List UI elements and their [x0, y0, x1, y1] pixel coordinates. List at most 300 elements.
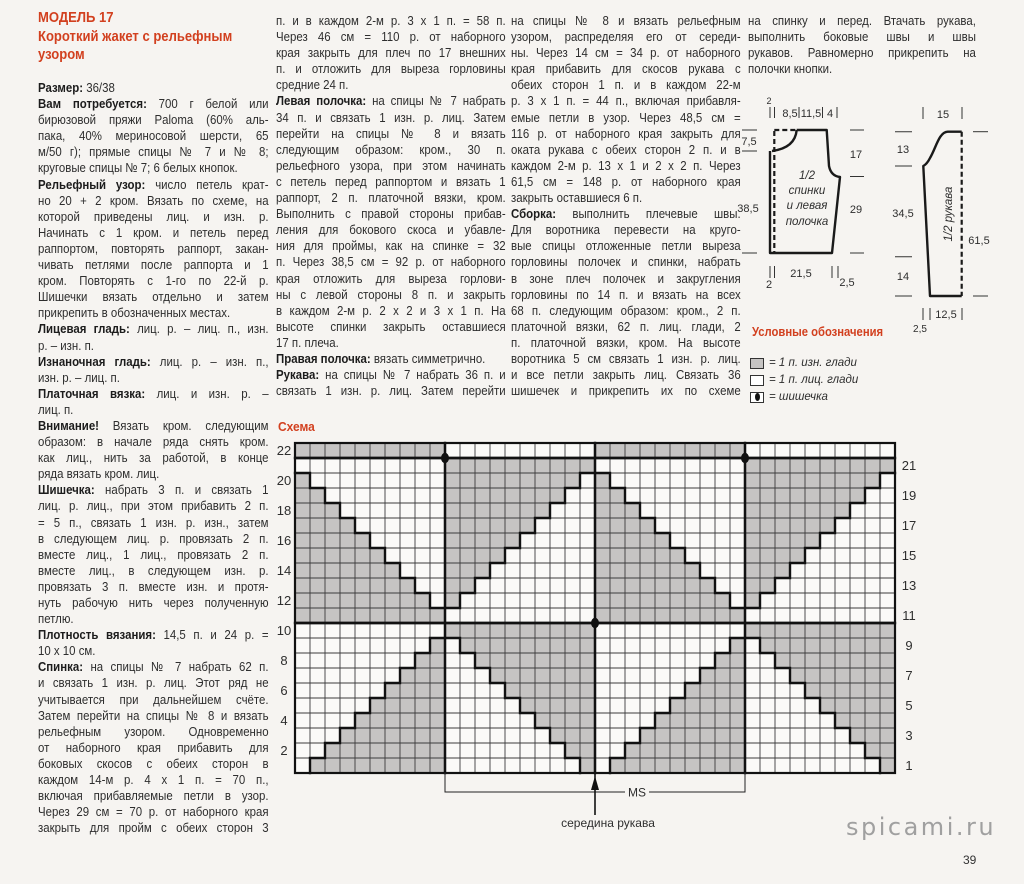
chart-cell-purl — [775, 488, 790, 503]
chart-cell-purl — [730, 668, 745, 683]
chart-cell-purl — [550, 683, 565, 698]
chart-cell-knit — [685, 518, 700, 533]
chart-cell-knit — [355, 683, 370, 698]
chart-cell-purl — [505, 653, 520, 668]
chart-cell-knit — [490, 683, 505, 698]
chart-cell-purl — [535, 503, 550, 518]
chart-cell-knit — [595, 668, 610, 683]
chart-cell-knit — [820, 743, 835, 758]
chart-cell-knit — [850, 443, 865, 458]
chart-cell-knit — [655, 683, 670, 698]
line-text: пака, 40% мериносовой шерсти, 65 — [38, 128, 269, 144]
chart-cell-knit — [520, 743, 535, 758]
text-line — [38, 466, 269, 482]
chart-cell-knit — [520, 533, 535, 548]
chart-cell-knit — [700, 653, 715, 668]
chart-cell-knit — [385, 473, 400, 488]
chart-cell-purl — [295, 593, 310, 608]
chart-cell-purl — [685, 698, 700, 713]
chart-cell-knit — [595, 743, 610, 758]
chart-cell-purl — [415, 593, 430, 608]
line-text: закрыть для пройм с обеих сторон 3 — [38, 820, 269, 836]
line-text: образом: в начале ряда снять кром. — [38, 434, 269, 450]
chart-cell-knit — [850, 503, 865, 518]
chart-cell-knit — [790, 698, 805, 713]
chart-cell-knit — [640, 653, 655, 668]
chart-cell-knit — [460, 683, 475, 698]
chart-cell-purl — [310, 563, 325, 578]
line-text: воротника 5 см связать 1 изн. р. лиц. — [511, 350, 741, 366]
line-text: на спицы № 7 набрать 62 п. — [90, 659, 269, 675]
chart-cell-knit — [715, 488, 730, 503]
dim-label: 2 — [766, 96, 772, 106]
chart-cell-knit — [775, 758, 790, 773]
chart-cell-knit — [445, 758, 460, 773]
paragraph — [38, 354, 269, 386]
line-text: как лиц., нить за работой, в конце — [38, 450, 269, 466]
chart-cell-purl — [475, 638, 490, 653]
chart-cell-purl — [430, 683, 445, 698]
chart-cell-purl — [355, 728, 370, 743]
chart-cell-knit — [595, 638, 610, 653]
chart-cell-knit — [385, 548, 400, 563]
text-line — [276, 93, 506, 109]
chart-cell-knit — [340, 653, 355, 668]
chart-cell-purl — [400, 743, 415, 758]
chart-cell-knit — [775, 608, 790, 623]
text-line — [511, 206, 741, 222]
chart-cell-knit — [325, 713, 340, 728]
chart-cell-purl — [820, 503, 835, 518]
chart-cell-purl — [505, 458, 520, 473]
chart-cell-purl — [715, 653, 730, 668]
chart-cell-knit — [550, 608, 565, 623]
chart-cell-purl — [790, 653, 805, 668]
chart-cell-purl — [445, 473, 460, 488]
chart-cell-purl — [850, 473, 865, 488]
chart-cell-purl — [760, 533, 775, 548]
chart-cell-knit — [760, 698, 775, 713]
chart-cell-knit — [325, 488, 340, 503]
chart-cell-knit — [445, 683, 460, 698]
chart-cell-purl — [385, 593, 400, 608]
chart-cell-knit — [520, 593, 535, 608]
chart-cell-purl — [790, 503, 805, 518]
chart-cell-knit — [700, 458, 715, 473]
chart-cell-purl — [580, 458, 595, 473]
chart-cell-purl — [355, 593, 370, 608]
chart-cell-purl — [580, 743, 595, 758]
chart-cell-purl — [550, 668, 565, 683]
chart-cell-purl — [505, 683, 520, 698]
chart-cell-purl — [670, 548, 685, 563]
chart-cell-knit — [460, 698, 475, 713]
chart-cell-purl — [760, 563, 775, 578]
chart-cell-purl — [685, 728, 700, 743]
chart-cell-purl — [355, 758, 370, 773]
chart-cell-knit — [700, 623, 715, 638]
chart-cell-knit — [430, 623, 445, 638]
line-text: п. Через 38,5 см = 92 р. от наборного — [276, 254, 506, 270]
chart-cell-knit — [655, 488, 670, 503]
row-number: 21 — [901, 458, 917, 473]
chart-cell-purl — [865, 713, 880, 728]
chart-cell-purl — [340, 518, 355, 533]
chart-cell-purl — [670, 578, 685, 593]
chart-cell-purl — [655, 443, 670, 458]
chart-cell-knit — [400, 653, 415, 668]
chart-cell-purl — [805, 458, 820, 473]
chart-cell-knit — [625, 488, 640, 503]
line-text: круговые спицы № 7; 6 белых кнопок. — [38, 160, 238, 176]
chart-cell-knit — [865, 593, 880, 608]
chart-cell-purl — [355, 533, 370, 548]
chart-cell-purl — [355, 713, 370, 728]
chart-cell-purl — [685, 443, 700, 458]
chart-cell-purl — [805, 683, 820, 698]
chart-cell-purl — [460, 473, 475, 488]
chart-cell-purl — [820, 653, 835, 668]
chart-cell-purl — [520, 698, 535, 713]
chart-cell-knit — [310, 668, 325, 683]
chart-cell-purl — [520, 488, 535, 503]
chart-cell-knit — [490, 593, 505, 608]
text-line — [276, 110, 506, 126]
text-line — [38, 257, 269, 273]
line-text: в зоне плеч полочек и закругления — [511, 270, 741, 286]
chart-cell-knit — [655, 503, 670, 518]
chart-cell-purl — [475, 518, 490, 533]
chart-cell-knit — [415, 473, 430, 488]
chart-cell-purl — [640, 443, 655, 458]
line-text: раппорт, 2 п. платочной вязки, кром. — [276, 190, 506, 206]
chart-cell-purl — [835, 713, 850, 728]
paragraph-label: Размер: — [38, 80, 84, 95]
chart-cell-purl — [505, 533, 520, 548]
paragraph — [38, 177, 269, 322]
chart-cell-knit — [400, 563, 415, 578]
article-title-line: узором — [38, 47, 85, 63]
chart-cell-purl — [745, 503, 760, 518]
chart-cell-knit — [355, 503, 370, 518]
chart-cell-purl — [340, 728, 355, 743]
chart-cell-knit — [490, 608, 505, 623]
row-number: 11 — [902, 608, 916, 623]
chart-cell-purl — [490, 488, 505, 503]
chart-cell-purl — [400, 443, 415, 458]
line-text: с петель перед раппортом и вязать 1 — [276, 173, 506, 189]
line-text: изн. р. – лиц. п. — [38, 369, 120, 385]
line-text: высоте спинки закрыть оставшиеся — [276, 318, 506, 334]
chart-cell-knit — [670, 488, 685, 503]
chart-cell-purl — [295, 518, 310, 533]
text-line — [276, 383, 506, 399]
paragraph — [38, 482, 269, 627]
chart-cell-purl — [400, 698, 415, 713]
chart-cell-purl — [520, 653, 535, 668]
paragraph — [38, 321, 269, 353]
chart-cell-purl — [715, 728, 730, 743]
text-line — [38, 579, 269, 595]
text-line — [38, 144, 269, 160]
chart-cell-purl — [325, 743, 340, 758]
text-line — [511, 174, 741, 190]
chart-cell-purl — [805, 653, 820, 668]
chart-cell-purl — [745, 623, 760, 638]
line-text: лиц. р. – лиц. п., изн. — [137, 321, 269, 337]
chart-cell-knit — [295, 668, 310, 683]
chart-cell-purl — [655, 728, 670, 743]
chart-cell-purl — [340, 608, 355, 623]
text-line — [276, 174, 506, 190]
line-text: ния для проймы, как на спинке = 32 — [276, 238, 506, 254]
chart-cell-knit — [550, 548, 565, 563]
line-text: п. платочной вязки, кром. На высоте — [511, 334, 741, 350]
chart-cell-knit — [805, 563, 820, 578]
chart-cell-knit — [430, 578, 445, 593]
chart-cell-purl — [850, 668, 865, 683]
line-text: чивать петлями после раппорта и 1 — [38, 257, 269, 273]
text-line — [276, 351, 506, 367]
row-number: 19 — [901, 488, 917, 503]
chart-cell-purl — [295, 608, 310, 623]
chart-cell-purl — [445, 488, 460, 503]
chart-cell-purl — [790, 533, 805, 548]
chart-cell-purl — [415, 653, 430, 668]
chart-cell-knit — [610, 653, 625, 668]
chart-cell-purl — [775, 548, 790, 563]
chart-cell-knit — [850, 518, 865, 533]
chart-cell-knit — [355, 623, 370, 638]
chart-cell-purl — [400, 728, 415, 743]
text-line — [276, 271, 506, 287]
chart-cell-knit — [730, 473, 745, 488]
text-line — [276, 254, 506, 270]
paragraph — [511, 13, 741, 206]
line-text: узором, распределяя его от середи- — [511, 29, 741, 45]
chart-cell-knit — [700, 533, 715, 548]
chart-cell-purl — [325, 563, 340, 578]
chart-cell-knit — [550, 578, 565, 593]
chart-cell-purl — [670, 593, 685, 608]
chart-cell-knit — [385, 668, 400, 683]
chart-cell-purl — [775, 533, 790, 548]
chart-cell-purl — [355, 563, 370, 578]
chart-cell-purl — [640, 728, 655, 743]
chart-cell-knit — [415, 503, 430, 518]
chart-cell-purl — [310, 608, 325, 623]
text-line — [38, 563, 269, 579]
ms-label: MS — [628, 785, 646, 800]
knit-stitch-symbol-icon — [750, 375, 764, 386]
line-text: лиц. и изн. р. – — [156, 385, 269, 401]
chart-cell-knit — [370, 503, 385, 518]
chart-cell-knit — [580, 488, 595, 503]
text-line — [511, 222, 741, 238]
chart-cell-purl — [400, 713, 415, 728]
chart-cell-knit — [610, 638, 625, 653]
text-line — [511, 351, 741, 367]
chart-cell-purl — [820, 518, 835, 533]
chart-cell-knit — [745, 653, 760, 668]
chart-cell-purl — [610, 548, 625, 563]
chart-cell-purl — [400, 758, 415, 773]
chart-cell-knit — [790, 608, 805, 623]
line-text: Вязать кром. следующим — [112, 417, 269, 433]
chart-cell-purl — [535, 713, 550, 728]
chart-cell-knit — [790, 743, 805, 758]
chart-cell-purl — [760, 623, 775, 638]
dim-label: 34,5 — [892, 208, 914, 220]
chart-cell-knit — [325, 668, 340, 683]
chart-cell-purl — [535, 668, 550, 683]
chart-cell-purl — [430, 743, 445, 758]
paragraph-label: Платочная вязка: — [38, 385, 146, 401]
chart-cell-knit — [715, 458, 730, 473]
text-line — [511, 45, 741, 61]
text-line — [38, 321, 269, 337]
dim-label: 14 — [896, 271, 910, 283]
legend-item-knit — [750, 373, 858, 387]
chart-cell-purl — [670, 698, 685, 713]
chart-cell-purl — [670, 563, 685, 578]
text-line — [276, 29, 506, 45]
chart-cell-knit — [400, 458, 415, 473]
dim-label: 21,5 — [790, 268, 812, 280]
body-caption-line: полочка — [785, 216, 829, 228]
chart-cell-knit — [415, 458, 430, 473]
chart-cell-knit — [385, 623, 400, 638]
chart-cell-knit — [745, 638, 760, 653]
chart-cell-knit — [610, 713, 625, 728]
chart-cell-purl — [865, 473, 880, 488]
legend-title: Условные обозначения — [752, 325, 884, 339]
chart-cell-knit — [595, 653, 610, 668]
chart-cell-knit — [310, 473, 325, 488]
chart-cell-knit — [295, 623, 310, 638]
text-line — [276, 158, 506, 174]
chart-cell-purl — [310, 443, 325, 458]
chart-cell-purl — [595, 593, 610, 608]
chart-cell-knit — [295, 458, 310, 473]
text-line — [511, 303, 741, 319]
chart-cell-purl — [865, 668, 880, 683]
text-line — [38, 273, 269, 289]
chart-cell-purl — [730, 653, 745, 668]
chart-cell-purl — [520, 458, 535, 473]
chart-cell-purl — [520, 473, 535, 488]
row-number: 7 — [905, 668, 913, 683]
chart-cell-purl — [475, 548, 490, 563]
chart-cell-knit — [295, 743, 310, 758]
chart-cell-knit — [415, 488, 430, 503]
chart-cell-knit — [670, 623, 685, 638]
text-line — [748, 45, 976, 61]
chart-cell-knit — [655, 668, 670, 683]
line-text: края прибавить для скосов рукава с — [511, 61, 741, 77]
chart-cell-purl — [625, 743, 640, 758]
chart-cell-purl — [490, 473, 505, 488]
chart-cell-knit — [415, 578, 430, 593]
chart-cell-purl — [805, 488, 820, 503]
chart-cell-purl — [415, 728, 430, 743]
chart-cell-purl — [835, 623, 850, 638]
chart-cell-purl — [430, 653, 445, 668]
chart-cell-knit — [310, 653, 325, 668]
chart-cell-knit — [865, 443, 880, 458]
chart-cell-knit — [580, 593, 595, 608]
chart-cell-purl — [295, 503, 310, 518]
chart-cell-purl — [820, 698, 835, 713]
row-number: 6 — [280, 683, 288, 698]
chart-cell-knit — [355, 488, 370, 503]
chart-cell-knit — [310, 683, 325, 698]
text-line — [511, 271, 741, 287]
chart-cell-purl — [655, 548, 670, 563]
chart-cell-purl — [655, 608, 670, 623]
line-text: каждом 2-м р. 13 х 1 и 2 х 2 п. Через — [511, 157, 741, 173]
chart-cell-knit — [655, 698, 670, 713]
text-line — [38, 160, 269, 176]
chart-cell-purl — [835, 473, 850, 488]
chart-cell-knit — [730, 593, 745, 608]
text-line — [276, 367, 506, 383]
chart-cell-purl — [445, 503, 460, 518]
chart-cell-knit — [640, 473, 655, 488]
chart-cell-knit — [730, 488, 745, 503]
dim-label: 38,5 — [737, 203, 759, 215]
chart-cell-purl — [775, 623, 790, 638]
line-text: на спицы № 7 набрать — [372, 93, 506, 109]
text-line — [38, 177, 269, 193]
line-text: число петель крат- — [155, 176, 269, 192]
dim-label: 2 — [765, 279, 773, 291]
chart-cell-purl — [535, 488, 550, 503]
chart-cell-knit — [805, 608, 820, 623]
chart-cell-knit — [850, 593, 865, 608]
line-text: вые спицы отложенные петли выреза — [511, 238, 741, 254]
chart-cell-purl — [730, 683, 745, 698]
chart-cell-knit — [490, 578, 505, 593]
chart-cell-purl — [715, 443, 730, 458]
chart-cell-knit — [445, 608, 460, 623]
chart-cell-purl — [685, 758, 700, 773]
chart-cell-knit — [625, 728, 640, 743]
line-text: Для воротника перевести на круго- — [511, 222, 741, 238]
chart-cell-purl — [430, 698, 445, 713]
legend-text: = 1 п. лиц. глади — [769, 374, 859, 386]
legend-item-purl — [750, 356, 857, 370]
chart-cell-knit — [655, 518, 670, 533]
chart-cell-purl — [835, 653, 850, 668]
chart-cell-purl — [835, 458, 850, 473]
text-line — [276, 142, 506, 158]
paragraph-label: Шишечка: — [38, 482, 95, 498]
chart-cell-knit — [580, 503, 595, 518]
chart-cell-knit — [715, 503, 730, 518]
line-text: п. и в каждом 2-м р. 3 х 1 п. = 58 п. — [276, 13, 506, 28]
chart-cell-knit — [625, 698, 640, 713]
chart-cell-knit — [700, 638, 715, 653]
chart-cell-knit — [445, 638, 460, 653]
chart-cell-purl — [385, 743, 400, 758]
chart-cell-purl — [880, 653, 895, 668]
chart-cell-knit — [430, 488, 445, 503]
chart-cell-knit — [790, 563, 805, 578]
line-text: 61,5 см = 148 р. от наборного края — [511, 173, 741, 189]
text-line — [38, 370, 269, 386]
chart-cell-knit — [685, 653, 700, 668]
